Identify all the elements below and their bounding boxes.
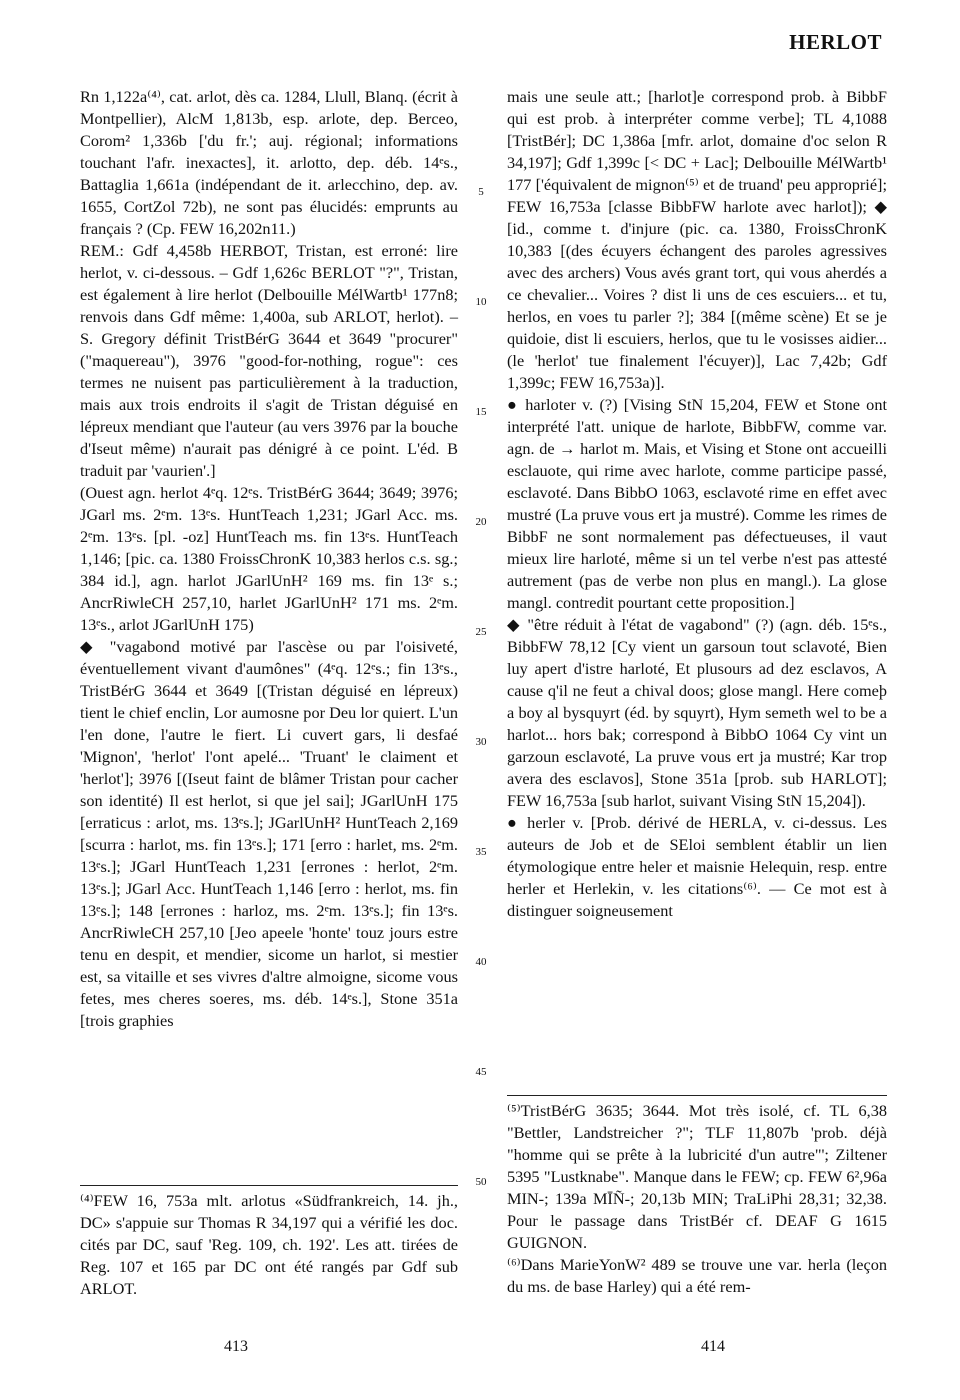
page-number-left: 413 [224,1338,248,1355]
paragraph: ◆ "être réduit à l'état de vagabond" (?) (agn. déb. 15ᵉs., BibbFW 78,12 [Cy vient un garsoun tout sclavoté, Bien luy apert d'istre harloté, Et plusours ad dez esclavos, A cause q'il ne feut a chival doos; glose mangl. Here comeþ a boy al bysquyrt (éd. by squyrt), Hym semeth wel to be a harlot... hors bak; correspond à BibbO 1064 Cy vint un garzoun esclavoté, La pruve vous ert ja mustré; Kar trop avera des esclavos], Stone 351a [prob. sub HARLOT]; FEW 16,753a [sub harlot, suivant Vising StN 15,204]). [507,615,887,810]
line-number: 40 [475,956,487,968]
line-number: 45 [475,1066,487,1078]
footnote: ⁽⁶⁾Dans MarieYonW² 489 se trouve une var. herla (leçon du ms. de base Harley) qui a été rem- [507,1255,887,1296]
paragraph: mais une seule att.; [harlot]e correspond prob. à BibbF qui est prob. à interpréter comme verbe]; TL 4,1088 [TristBér]; DC 1,386a [mfr. arlot, domaine d'oc selon R 34,197]; Gdf 1,399c [< DC + Lac]; Delbouille MélWartb¹ 177 ['équivalent de mignon⁽⁵⁾ et de truand' peu approprié]; FEW 16,753a [classe BibbFW harlote avec harlot]); ◆ [id., comme t. d'injure (pic. ca. 1380, FroissChronK 10,383 [(des écuyers échangent des paroles agressives avec des archers) Vous avés grant tort, qui vous aherdés a ce chevalier... Voires ? dist li uns de ces escuiers... et tu, herlos, en voes tu parler ?]; 384 [(même scène) Et se je quidoie, dist li escuiers, herlos, que tu le vosisses aidier... (le 'herlot' tue finalement l'écuyer)], Lac 7,42b; Gdf 1,399c; FEW 16,753a)]. [507,87,887,392]
footnotes-left [80,1185,458,1300]
paragraph: ● herler v. [Prob. dérivé de HERLA, v. ci-dessus. Les auteurs de Job et de SEloi semblent établir un lien étymologique entre heler et maisnie Helequin, resp. entre herler et Herlekin, v. les citations⁽⁶⁾. — Ce mot est à distinguer soigneusement [507,813,887,920]
footnote: ⁽⁴⁾FEW 16, 753a mlt. arlotus «Südfrankreich, 14. jh., DC» s'appuie sur Thomas R 34,197 qui a vérifié les doc. cités par DC, sauf 'Reg. 109, ch. 192'. Les att. tirées de Reg. 107 et 165 par DC ont été rangés par Gdf sub ARLOT. [80,1191,458,1298]
paragraph: REM.: Gdf 4,458b HERBOT, Tristan, est erroné: lire herlot, v. ci-dessous. – Gdf 1,626c BERLOT "?", Tristan, est également à lire herlot (Delbouille MélWartb¹ 177n8; renvois dans Gdf même: 1,400a, sub ARLOT, herlot). – S. Gregory définit TristBérG 3644 et 3649 "procurer" ("maquereau"), 3976 "good-for-nothing, rogue": ces termes ne nuisent pas particulièrement à la traduction, mais aux trois endroits il s'agit de Tristan déguisé en lépreux mendiant que l'auteur (au vers 3976 par la bouche d'Iseut même) n'aurait pas dénigré à ce point. L'éd. B traduit par 'vaurien'.] [80,241,458,480]
paragraph: ● harloter v. (?) [Vising StN 15,204, FEW et Stone ont interprété l'att. unique de harlote, BibbFW, comme var. agn. de → harlot m. Mais, et Vising et Stone ont accueilli esclauote, qui rime avec harlote, comme participe passé, esclavoté. Dans BibbO 1063, esclavoté rime en effet avec mustré (La pruve vous ert ja mustré). Comme les rimes de BibbF ne sont normalement pas défectueuses, il vaut mieux lire harloté, même si un tel verbe n'est pas attesté autrement (pas de verbe non plus en mangl.). La glose mangl. contredit pourtant cette proposition.] [507,395,887,612]
line-number: 25 [475,626,487,638]
paragraph: (Ouest agn. herlot 4ᵉq. 12ᵉs. TristBérG 3644; 3649; 3976; JGarl ms. 2ᵉm. 13ᵉs. HuntTeach 1,231; JGarl Acc. ms. 2ᵉm. 13ᵉs. [pl. -oz] HuntTeach ms. fin 13ᵉs. HuntTeach 1,146; [pic. ca. 1380 FroissChronK 10,383 herlos c.s. sg.; 384 id.], agn. harlot JGarlUnH² 169 ms. fin 13ᵉ s.; AncrRiwleCH 257,10, harlet JGarlUnH² 171 ms. 2ᵉm. 13ᵉs., arlot JGarlUnH 175) [80,483,458,634]
line-number: 30 [475,736,487,748]
line-number-gutter [466,86,496,1206]
right-column [507,86,887,922]
page-number-right: 414 [701,1338,725,1355]
line-number: 20 [475,516,487,528]
footnote: ⁽⁵⁾TristBérG 3635; 3644. Mot très isolé, cf. TL 6,38 "Bettler, Landstreicher ?"; TLF 11,807b 'prob. déjà "homme qui se prête à la lubricité d'un autre"'; Ziltener 5395 "Lustknabe". Manque dans le FEW; cp. FEW 6²,96a MIN-; 139a MĪÑ-; 20,13b MIN; TraLiPhi 28,31; 32,38. Pour le passage dans TristBér cf. DEAF G 1615 GUIGNON. [507,1101,887,1252]
line-number: 10 [475,296,487,308]
paragraph: ◆ "vagabond motivé par l'ascèse ou par l'oisiveté, éventuellement vivant d'aumônes" (4ᵉq. 12ᵉs.; fin 13ᵉs., TristBérG 3644 et 3649 [(Tristan déguisé en lépreux) tient le chief enclin, Lor aumosne por Deu lor quiert. L'un l'en done, l'autre le fiert. Li cuvert gars, li desfaé 'Mignon', 'herlot' l'ont apelé... 'Truant' le claiment et 'herlot']; 3976 [(Iseut faint de blâmer Tristan pour cacher son identité) Il est herlot, si que jel sai]; JGarlUnH 175 [erraticus : arlot, ms. 13ᵉs.]; JGarlUnH² HuntTeach 2,169 [scurra : harlot, ms. fin 13ᵉs.]; 171 [erro : harlet, ms. 2ᵉm. 13ᵉs.]; JGarl HuntTeach 1,231 [errones : herlot, 2ᵉm. 13ᵉs.]; JGarl Acc. HuntTeach 1,146 [erro : herlot, ms. fin 13ᵉs.]; 148 [errones : harloz, ms. 2ᵉm. 13ᵉs.]; fin 13ᵉs. AncrRiwleCH 257,10 [Jeo apeele 'honte' touz jours estre tenu en despit, et mendier, sicome un harlot, si mestier est, sa vitaille et ses vivres d'altre almoigne, sicome vous fetes, mes cheres soeres, ms. déb. 14ᵉs.], Stone 351a [trois graphies [80,637,458,1030]
paragraph: Rn 1,122a⁽⁴⁾, cat. arlot, dès ca. 1284, Llull, Blanq. (écrit à Montpellier), AlcM 1,813b, esp. arlote, dep. Berceo, Corom² 1,336b ['du fr.'; auj. régional; informations touchant l'afr. inexactes], it. arlotto, dep. déb. 14ᵉs., Battaglia 1,661a (indépendant de it. arlecchino, dep. av. 1655, CortZol 72b), ne sont pas élucidés: emprunts au français ? (Cp. FEW 16,202n11.) [80,87,458,238]
footnotes-right [507,1095,887,1298]
line-number: 35 [475,846,487,858]
line-number: 5 [478,186,484,198]
line-number: 15 [475,406,487,418]
line-number: 50 [475,1176,487,1188]
running-headword: HERLOT [789,30,882,54]
left-column [80,86,458,1032]
